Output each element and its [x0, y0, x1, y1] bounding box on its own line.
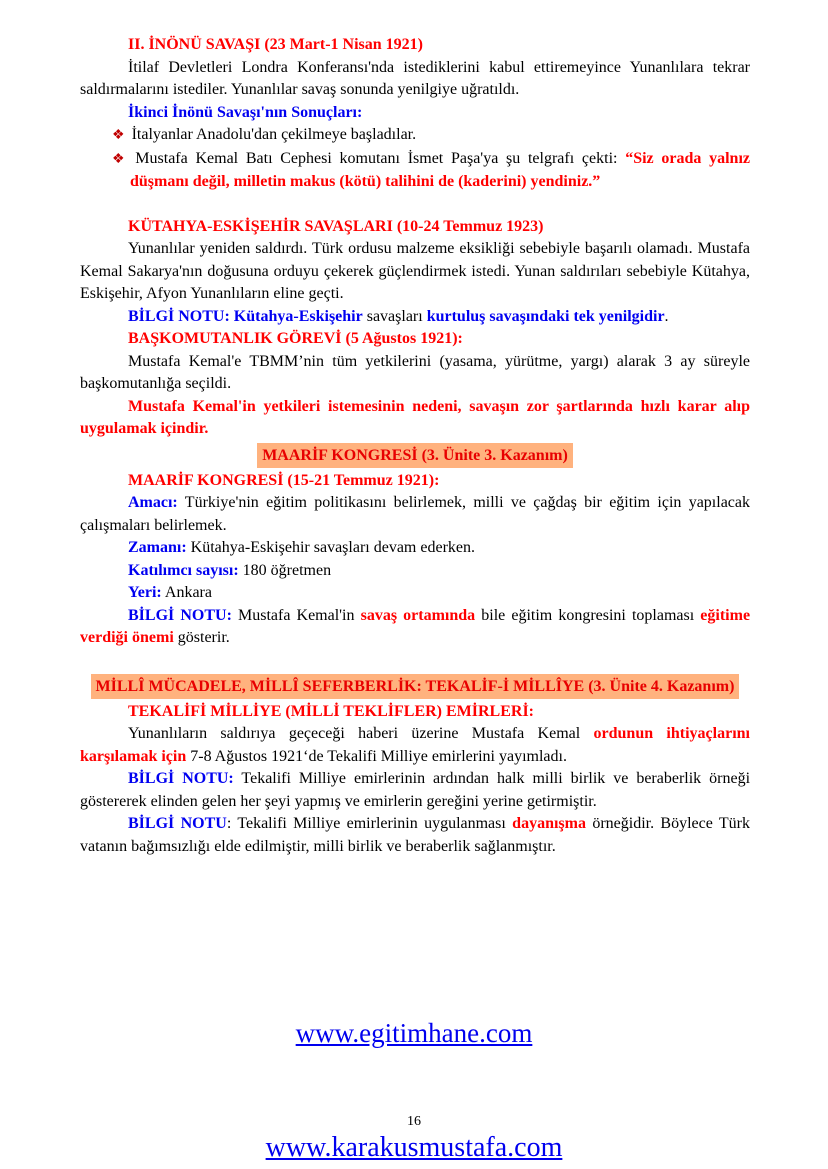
section-title-tekalif: TEKALİFİ MİLLİYE (MİLLİ TEKLİFLER) EMİRLERİ: [128, 702, 534, 720]
field-value-yeri: Ankara [161, 584, 212, 601]
note-text: bile eğitim kongresini toplaması [475, 606, 701, 624]
maarif-banner: MAARİF KONGRESİ (3. Ünite 3. Kazanım) [257, 443, 573, 468]
field-label-amaci: Amacı: [128, 494, 178, 511]
note-text: . [664, 307, 669, 325]
note-label: BİLGİ NOTU: [128, 770, 234, 787]
footer-link-row-egitimhane [0, 1018, 828, 1049]
note-label: BİLGİ NOTU [128, 815, 227, 832]
tekalif-bilgi-notu-1 [80, 768, 750, 813]
tekalif-paragraph [80, 723, 750, 768]
inonu-results-heading: İkinci İnönü Savaşı'nın Sonuçları: [128, 103, 363, 121]
maarif-bilgi-notu [80, 605, 750, 650]
kutahya-paragraph: Yunanlılar yeniden saldırdı. Türk ordusu malzeme eksikliği sebebiyle başarılı olamadı. Mustafa Kemal Sakarya'nın doğusuna orduyu çekerek güçlendirmek istedi. Yunan saldırıları sebebiyle Kütahya, Eskişehir, Afyon Yunanlıların eline geçti. [80, 240, 750, 302]
list-item-telgraf [80, 148, 750, 194]
list-item-text: İtalyanlar Anadolu'dan çekilmeye başladılar. [131, 126, 417, 143]
tekalif-banner-row [80, 674, 750, 699]
note-text: Tekalifi Milliye emirlerinin ardından halk milli birlik ve beraberlik örneği göstererek elinden gelen her şeyi yapmış ve emirlerin gereğini yerine getirmiştir. [80, 770, 751, 810]
note-text: örneğidir. Böylece Türk vatanın bağımsızlığı elde edilmiştir, milli birlik ve beraberlik sağlanmıştır. [80, 815, 750, 855]
section-title-kutahya: KÜTAHYA-ESKİŞEHİR SAVAŞLARI (10-24 Temmuz 1923) [128, 217, 544, 235]
maarif-yeri [80, 582, 750, 605]
blank-line [80, 194, 750, 216]
field-value-amaci: Türkiye'nin eğitim politikasını belirlemek, milli ve çağdaş bir eğitim için yapılacak çalışmaları belirlemek. [80, 494, 750, 534]
note-emphasis: dayanışma [512, 815, 586, 832]
paragraph-emphasis: ordunun ihtiyaçlarını karşılamak için [80, 725, 750, 765]
kutahya-bilgi-notu [80, 306, 750, 329]
karakusmustafa-link[interactable]: www.karakusmustafa.com [265, 1132, 563, 1163]
baskomutanlik-note: Mustafa Kemal'in yetkileri istemesinin nedeni, savaşın zor şartlarında hızlı karar alıp uygulamak içindir. [80, 397, 750, 437]
maarif-banner-row [80, 443, 750, 468]
maarif-amaci [80, 492, 750, 537]
note-text: savaşları [362, 307, 427, 325]
tekalif-banner: MİLLÎ MÜCADELE, MİLLÎ SEFERBERLİK: TEKALİF-İ MİLLÎYE (3. Ünite 4. Kazanım) [91, 674, 740, 699]
section-title-baskomutanlik: BAŞKOMUTANLIK GÖREVİ (5 Ağustos 1921): [128, 330, 463, 347]
note-text: gösterir. [173, 629, 230, 646]
section-title-inonu: II. İNÖNÜ SAVAŞI (23 Mart-1 Nisan 1921) [128, 36, 423, 53]
note-label: BİLGİ NOTU: [128, 606, 232, 624]
egitimhane-link[interactable]: www.egitimhane.com [295, 1018, 533, 1048]
inonu-paragraph: İtilaf Devletleri Londra Konferansı'nda istediklerini kabul ettiremeyince Yunanlılara tekrar saldırmalarını istediler. Yunanlılar savaş sonunda yenilgiye uğratıldı. [80, 58, 750, 98]
note-emphasis: kurtuluş savaşındaki tek yenilgidir [426, 307, 665, 325]
field-label-yeri: Yeri: [128, 584, 162, 601]
footer-link-row-karakusmustafa [0, 1132, 828, 1164]
tekalif-bilgi-notu-2 [80, 813, 750, 858]
list-item-text: Mustafa Kemal Batı Cephesi komutanı İsmet Paşa'ya şu telgrafı çekti: [135, 149, 626, 167]
field-label-katilimci: Katılımcı sayısı: [128, 561, 239, 579]
maarif-zamani [80, 537, 750, 560]
note-text: : Tekalifi Milliye emirlerinin uygulanması [226, 815, 513, 832]
field-value-zamani: Kütahya-Eskişehir savaşları devam ederken. [186, 539, 476, 556]
field-label-zamani: Zamanı: [128, 539, 187, 556]
section-title-maarif: MAARİF KONGRESİ (15-21 Temmuz 1921): [128, 471, 440, 489]
note-text: Mustafa Kemal'in [231, 606, 361, 624]
diamond-bullet-icon: ❖ [112, 128, 125, 143]
telegraph-quote: “Siz orada yalnız düşmanı değil, milletin makus (kötü) talihini de (kaderini) yendiniz.” [130, 149, 750, 190]
note-keyword: Kütahya-Eskişehir [233, 307, 363, 325]
note-emphasis: savaş ortamında [360, 606, 476, 624]
page-number: 16 [407, 1114, 421, 1129]
note-emphasis: eğitime verdiği önemi [80, 606, 751, 646]
note-label: BİLGİ NOTU: [128, 307, 234, 325]
diamond-bullet-icon: ❖ [112, 151, 129, 167]
baskomutanlik-paragraph: Mustafa Kemal'e TBMM’nin tüm yetkilerini (yasama, yürütme, yargı) alarak 3 ay süreyle başkomutanlığa seçildi. [80, 352, 750, 392]
maarif-katilimci [80, 560, 750, 583]
paragraph-text: Yunanlıların saldırıya geçeceği haberi üzerine Mustafa Kemal [128, 725, 594, 742]
blank-line [80, 650, 750, 672]
paragraph-text: 7-8 Ağustos 1921‘de Tekalifi Milliye emirlerini yayımladı. [186, 747, 567, 765]
field-value-katilimci: 180 öğretmen [238, 561, 332, 579]
list-item-italyanlar [80, 124, 750, 148]
